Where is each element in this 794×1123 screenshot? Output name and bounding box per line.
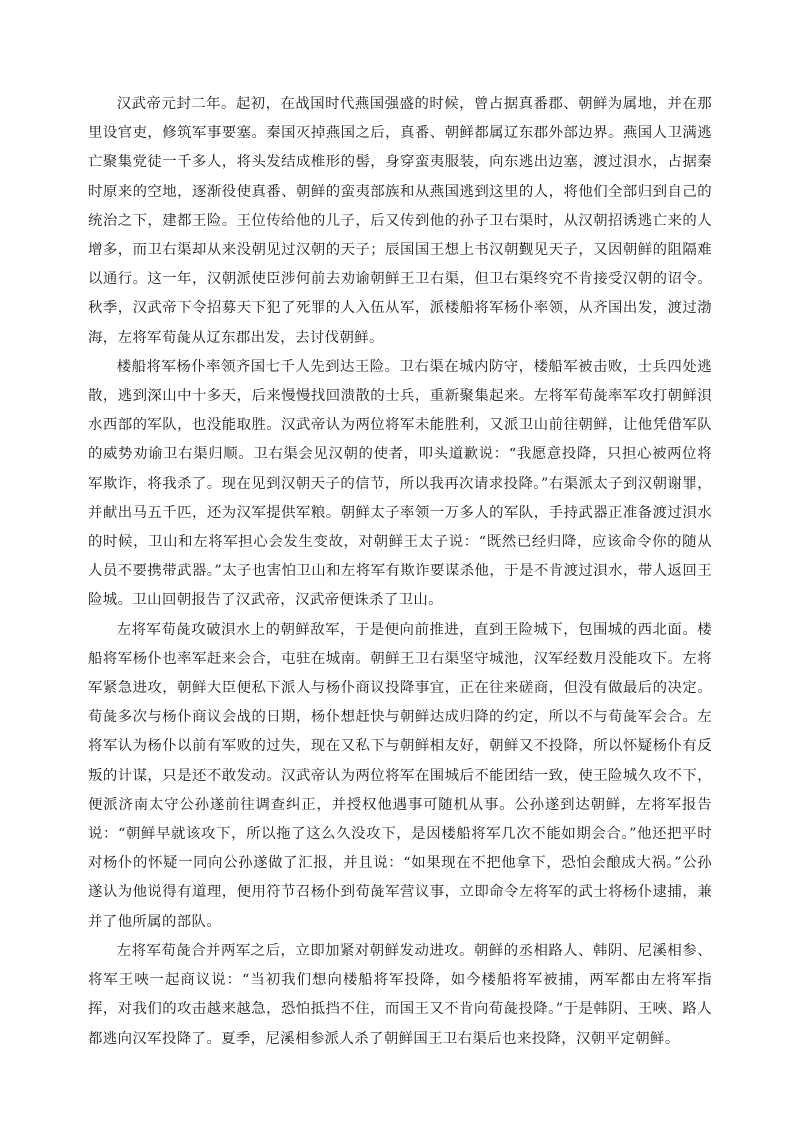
paragraph-4: 左将军荀彘合并两军之后，立即加紧对朝鲜发动进攻。朝鲜的丞相路人、韩阴、尼溪相参、将军王唊一起商议说：“当初我们想向楼船将军投降，如今楼船将军被捕，两军都由左将军指挥，对我们的攻击越来越急，恐怕抵挡不住，而国王又不肯向荀彘投降。”于是韩阴、王唊、路人都逃向汉军投降了。夏季，尼溪相参派人杀了朝鲜国王卫右渠后也来投降，汉朝平定朝鲜。 — [88, 942, 712, 1047]
paragraph-2: 楼船将军杨仆率领齐国七千人先到达王险。卫右渠在城内防守，楼船军被击败，士兵四处逃散，逃到深山中十多天，后来慢慢找回溃散的士兵，重新聚集起来。左将军荀彘率军攻打朝鲜浿水西部的军队，也没能取胜。汉武帝认为两位将军未能胜利，又派卫山前往朝鲜，让他凭借军队的威势劝谕卫右渠归顺。卫右渠会见汉朝的使者，叩头道歉说：“我愿意投降，只担心被两位将军欺诈，将我杀了。现在见到汉朝天子的信节，所以我再次请求投降。”右渠派太子到汉朝谢罪，并献出马五千匹，还为汉军提供军粮。朝鲜太子率领一万多人的军队，手持武器正准备渡过浿水的时候，卫山和左将军担心会发生变故，对朝鲜王太子说：“既然已经归降，应该命令你的随从人员不要携带武器。”太子也害怕卫山和左将军有欺诈要谋杀他，于是不肯渡过浿水，带人返回王险城。卫山回朝报告了汉武帝，汉武帝便诛杀了卫山。 — [88, 358, 712, 609]
document-body — [88, 90, 712, 1054]
paragraph-3: 左将军荀彘攻破浿水上的朝鲜敌军，于是便向前推进，直到王险城下，包围城的西北面。楼船将军杨仆也率军赶来会合，屯驻在城南。朝鲜王卫右渠坚守城池，汉军经数月没能攻下。左将军紧急进攻，朝鲜大臣便私下派人与杨仆商议投降事宜，正在往来磋商，但没有做最后的决定。荀彘多次与杨仆商议会战的日期，杨仆想赶快与朝鲜达成归降的约定，所以不与荀彘军会合。左将军认为杨仆以前有军败的过失，现在又私下与朝鲜相友好，朝鲜又不投降，所以怀疑杨仆有反叛的计谋，只是还不敢发动。汉武帝认为两位将军在围城后不能团结一致，使王险城久攻不下，便派济南太守公孙遂前往调查纠正，并授权他遇事可随机从事。公孙遂到达朝鲜，左将军报告说：“朝鲜早就该攻下，所以拖了这么久没攻下，是因楼船将军几次不能如期会合。”他还把平时对杨仆的怀疑一同向公孙遂做了汇报，并且说：“如果现在不把他拿下，恐怕会酿成大祸。”公孙遂认为他说得有道理，便用符节召杨仆到荀彘军营议事，立即命令左将军的武士将杨仆逮捕，兼并了他所属的部队。 — [88, 621, 712, 930]
paragraph-1: 汉武帝元封二年。起初，在战国时代燕国强盛的时候，曾占据真番郡、朝鲜为属地，并在那里设官吏，修筑军事要塞。秦国灭掉燕国之后，真番、朝鲜都属辽东郡外部边界。燕国人卫满逃亡聚集党徒一千多人，将头发结成椎形的髻，身穿蛮夷服装，向东逃出边塞，渡过浿水，占据秦时原来的空地，逐渐役使真番、朝鲜的蛮夷部族和从燕国逃到这里的人，将他们全部归到自己的统治之下，建都王险。王位传给他的儿子，后又传到他的孙子卫右渠时，从汉朝招诱逃亡来的人增多，而卫右渠却从来没朝见过汉朝的天子；辰国国王想上书汉朝觐见天子，又因朝鲜的阻隔难以通行。这一年，汉朝派使臣涉何前去劝谕朝鲜王卫右渠，但卫右渠终究不肯接受汉朝的诏令。秋季，汉武帝下令招募天下犯了死罪的人入伍从军，派楼船将军杨仆率领，从齐国出发，渡过渤海，左将军荀彘从辽东郡出发，去讨伐朝鲜。 — [88, 96, 712, 346]
